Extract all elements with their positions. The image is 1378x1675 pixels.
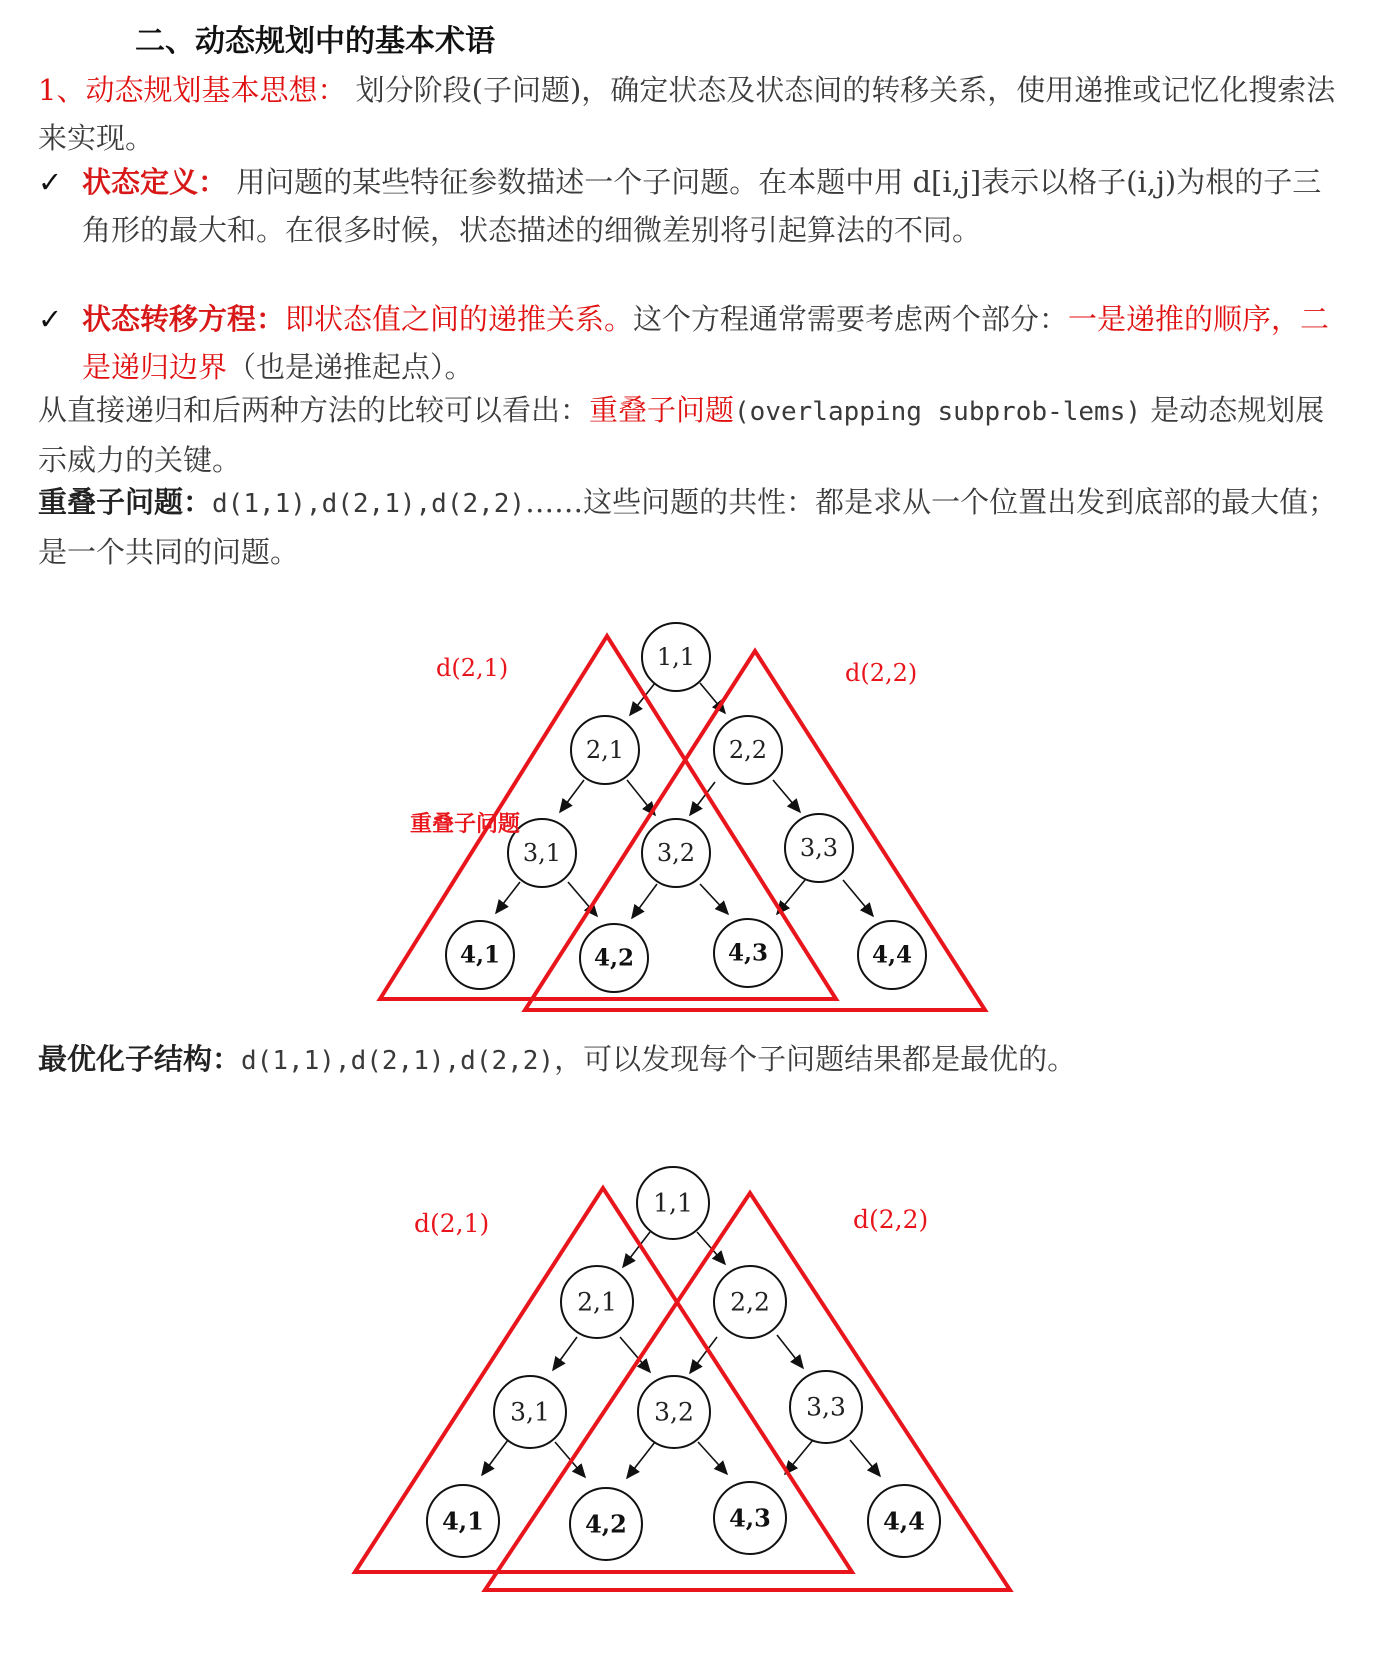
node-label: 2,1 xyxy=(577,1287,617,1317)
transition-mid-text: 这个方程通常需要考虑两个部分： xyxy=(633,302,1069,336)
node-label: 2,2 xyxy=(728,736,768,764)
optimal-substructure-label: 最优化子结构： xyxy=(38,1042,242,1076)
basic-idea-title: 1、动态规划基本思想： xyxy=(38,73,347,107)
node-label: 4,1 xyxy=(459,941,501,969)
node-label: 3,1 xyxy=(510,1397,550,1427)
state-transition-label: 状态转移方程： xyxy=(82,302,286,336)
label-d21: d(2,1) xyxy=(436,654,509,682)
node-label: 4,4 xyxy=(871,941,913,969)
overlap-definition xyxy=(38,478,1338,576)
overlap-diagram xyxy=(0,590,1378,1020)
node-label: 2,1 xyxy=(585,736,625,764)
section-heading: 二、动态规划中的基本术语 xyxy=(135,24,495,59)
overlap-definition-label: 重叠子问题： xyxy=(38,485,213,519)
transition-red-text-1: 即状态值之间的递推关系。 xyxy=(285,302,634,336)
checkmark-icon: ✓ xyxy=(38,165,63,199)
label-d22: d(2,2) xyxy=(853,1205,929,1234)
checkmark-icon: ✓ xyxy=(38,302,63,336)
node-label: 4,2 xyxy=(593,944,635,972)
node-label: 3,1 xyxy=(522,839,562,867)
overlap-red-term: 重叠子问题 xyxy=(589,393,735,427)
state-definition-text: 用问题的某些特征参数描述一个子问题。在本题中用 d[i,j]表示以格子(i,j)为根的子三角形的最大和。在很多时候，状态描述的细微差别将引起算法的不同。 xyxy=(82,165,1322,247)
label-overlap: 重叠子问题 xyxy=(410,811,521,837)
label-d21: d(2,1) xyxy=(414,1209,490,1238)
optimal-diagram xyxy=(0,1150,1378,1610)
optimal-substructure xyxy=(38,1035,1338,1085)
optimal-substructure-text: ，可以发现每个子问题结果都是最优的。 xyxy=(554,1042,1077,1076)
node-label: 4,1 xyxy=(442,1506,484,1536)
node-label: 4,4 xyxy=(883,1506,925,1536)
state-definition-label: 状态定义： xyxy=(82,165,228,199)
basic-idea-text: 划分阶段(子问题)，确定状态及状态间的转移关系，使用递推或记忆化搜索法来实现。 xyxy=(38,73,1336,155)
overlap-definition-text: ……这些问题的共性：都是求从一个位置出发到底部的最大值；是一个共同的问题。 xyxy=(38,485,1338,569)
node-label: 4,2 xyxy=(585,1509,627,1539)
node-label: 3,2 xyxy=(654,1397,694,1427)
overlap-definition-code: d(1,1),d(2,1),d(2,2) xyxy=(212,489,526,519)
overlap-paragraph xyxy=(38,386,1338,484)
node-label: 2,2 xyxy=(730,1287,770,1317)
overlap-english-term: (overlapping subprob-lems) xyxy=(734,397,1142,427)
node-label: 3,3 xyxy=(806,1392,846,1422)
state-transition-item xyxy=(38,295,1338,391)
node-label: 4,3 xyxy=(729,1503,771,1533)
node-label: 4,3 xyxy=(727,939,769,967)
label-d22: d(2,2) xyxy=(845,659,918,687)
transition-tail-text: （也是递推起点）。 xyxy=(227,350,474,384)
state-definition-item xyxy=(38,158,1338,254)
overlap-post-text: 是动态规划展示威力的关键。 xyxy=(38,393,1325,477)
overlap-pre-text: 从直接递归和后两种方法的比较可以看出： xyxy=(38,393,590,427)
basic-idea-paragraph xyxy=(38,66,1338,162)
node-label: 3,2 xyxy=(656,839,696,867)
transition-red-text-2: 一是递推的顺序，二是递归边界 xyxy=(82,302,1330,384)
node-label: 3,3 xyxy=(799,834,839,862)
optimal-substructure-code: d(1,1),d(2,1),d(2,2) xyxy=(241,1046,555,1076)
node-label: 1,1 xyxy=(653,1188,693,1218)
node-label: 1,1 xyxy=(656,643,696,671)
